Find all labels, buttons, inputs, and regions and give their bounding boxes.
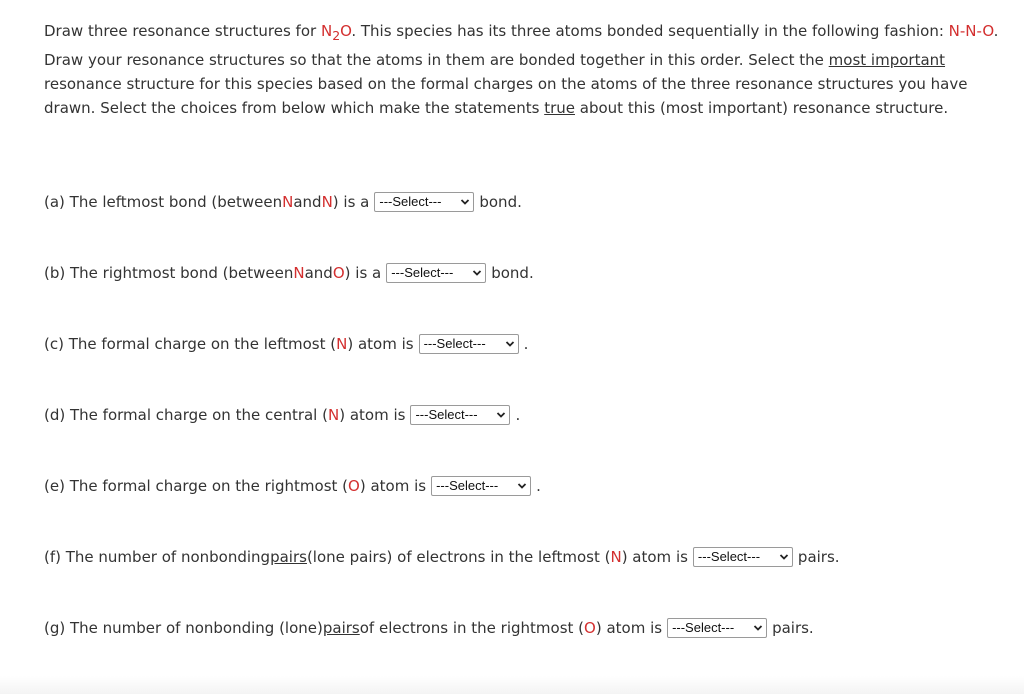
- pairs-link[interactable]: pairs: [322, 619, 360, 637]
- chevron-down-icon: [460, 197, 470, 207]
- question-d: (d) The formal charge on the central ( N ) atom is ---Select--- .: [44, 406, 521, 424]
- most-important-link[interactable]: most important: [828, 51, 946, 69]
- atom-sequence: N-N-O: [948, 22, 994, 40]
- question-e: (e) The formal charge on the rightmost ( O ) atom is ---Select--- .: [44, 477, 541, 495]
- select-d-dropdown[interactable]: ---Select---: [410, 405, 510, 425]
- select-c-dropdown[interactable]: ---Select---: [419, 334, 519, 354]
- intro-text: Draw three resonance structures for: [44, 22, 321, 40]
- select-f-dropdown[interactable]: ---Select---: [693, 547, 793, 567]
- question-b: (b) The rightmost bond (between N and O ) is a ---Select--- bond.: [44, 264, 534, 282]
- chevron-down-icon: [779, 552, 789, 562]
- formula: $N_2O$: [320, 22, 352, 43]
- select-b-dropdown[interactable]: ---Select---: [386, 263, 486, 283]
- question-c: (c) The formal charge on the leftmost ( N ) atom is ---Select--- .: [44, 335, 529, 353]
- question-f: (f) The number of nonbonding pairs (lone pairs) of electrons in the leftmost ( N ) atom is ---Select--- pairs.: [44, 548, 840, 566]
- select-g-dropdown[interactable]: ---Select---: [667, 618, 767, 638]
- chevron-down-icon: [496, 410, 506, 420]
- true-link[interactable]: true: [544, 99, 575, 117]
- pairs-link[interactable]: pairs: [270, 548, 307, 566]
- chevron-down-icon: [505, 339, 515, 349]
- select-a-dropdown[interactable]: ---Select---: [374, 192, 474, 212]
- chevron-down-icon: [472, 268, 482, 278]
- chevron-down-icon: [753, 623, 763, 633]
- select-e-dropdown[interactable]: ---Select---: [431, 476, 531, 496]
- question-intro: Draw three resonance structures for $N_2O$. This species has its three atoms bonded sequentially in the following fashion: N-N-O. Draw your resonance structures so that the atoms in them are bonded together in this order. Select the most important resonance structure for this species based on the formal charges on the atoms of the three resonance structures you have drawn. Select the choices from below which make the statements true about this (most important) resonance structure.: [44, 22, 999, 117]
- question-g: (g) The number of nonbonding (lone) pairs of electrons in the rightmost ( O ) atom is ---Select--- pairs.: [44, 619, 814, 637]
- chevron-down-icon: [517, 481, 527, 491]
- question-a: (a) The leftmost bond (between N and N ) is a ---Select--- bond.: [44, 193, 522, 211]
- bottom-fade: [0, 676, 1024, 694]
